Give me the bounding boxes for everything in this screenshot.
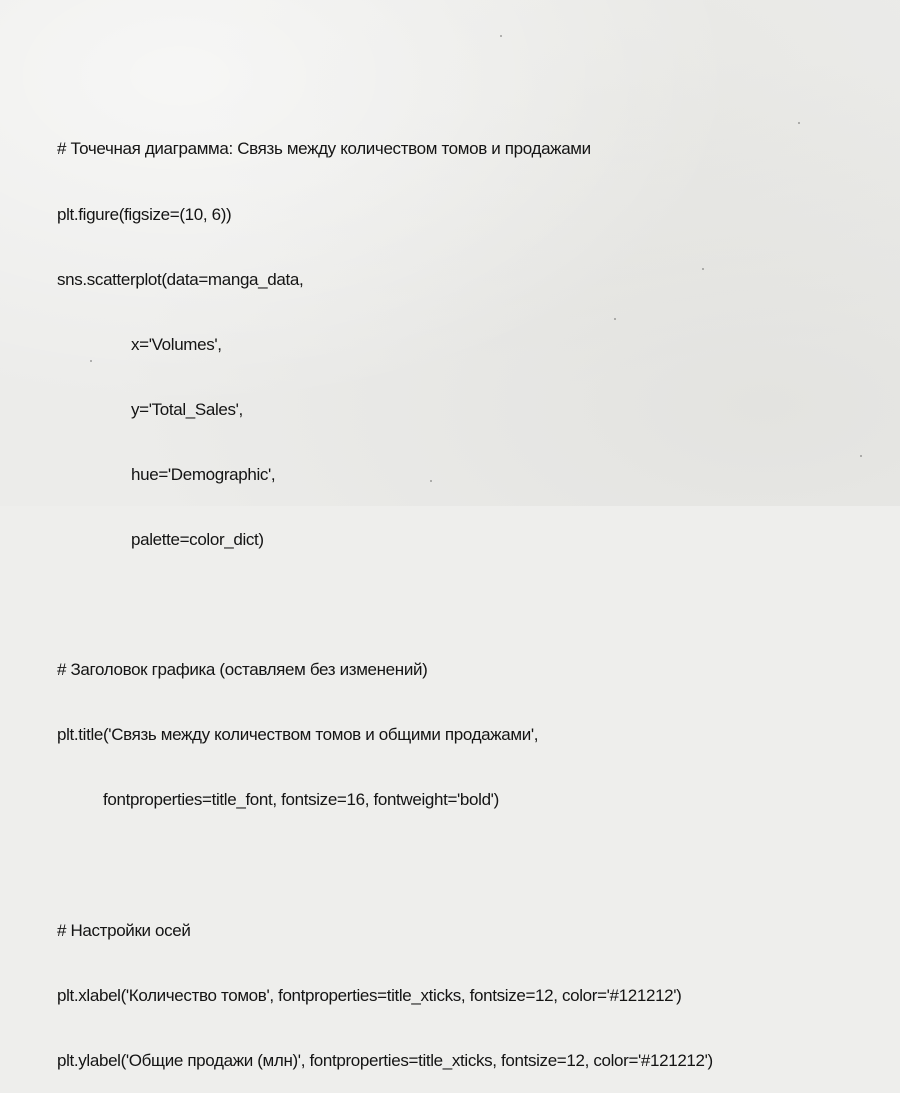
paper-speck [798,122,800,124]
code-line-arg: palette=color_dict) [131,529,264,549]
code-block [57,95,713,1093]
code-line-arg: fontproperties=title_font, fontsize=16, fontweight='bold') [103,790,499,810]
code-line-arg: x='Volumes', [131,334,222,354]
code-line: plt.ylabel('Общие продажи (млн)', fontproperties=title_xticks, fontsize=12, color='#121212') [57,1050,713,1070]
code-line-comment: # Настройки осей [57,920,191,940]
paper-speck [860,455,862,457]
code-line-arg: y='Total_Sales', [131,399,243,419]
code-line-blank [57,594,713,616]
paper-speck [500,35,502,37]
code-line-comment: # Точечная диаграмма: Связь между количеством томов и продажами [57,139,591,159]
code-line: plt.figure(figsize=(10, 6)) [57,204,232,224]
code-line: plt.xlabel('Количество томов', fontproperties=title_xticks, fontsize=12, color='#121212') [57,985,682,1005]
code-line-blank [57,854,713,876]
code-line-comment: # Заголовок графика (оставляем без изменений) [57,660,428,680]
code-line: sns.scatterplot(data=manga_data, [57,269,304,289]
code-line: plt.title('Связь между количеством томов и общими продажами', [57,725,539,745]
code-line-arg: hue='Demographic', [131,464,276,484]
